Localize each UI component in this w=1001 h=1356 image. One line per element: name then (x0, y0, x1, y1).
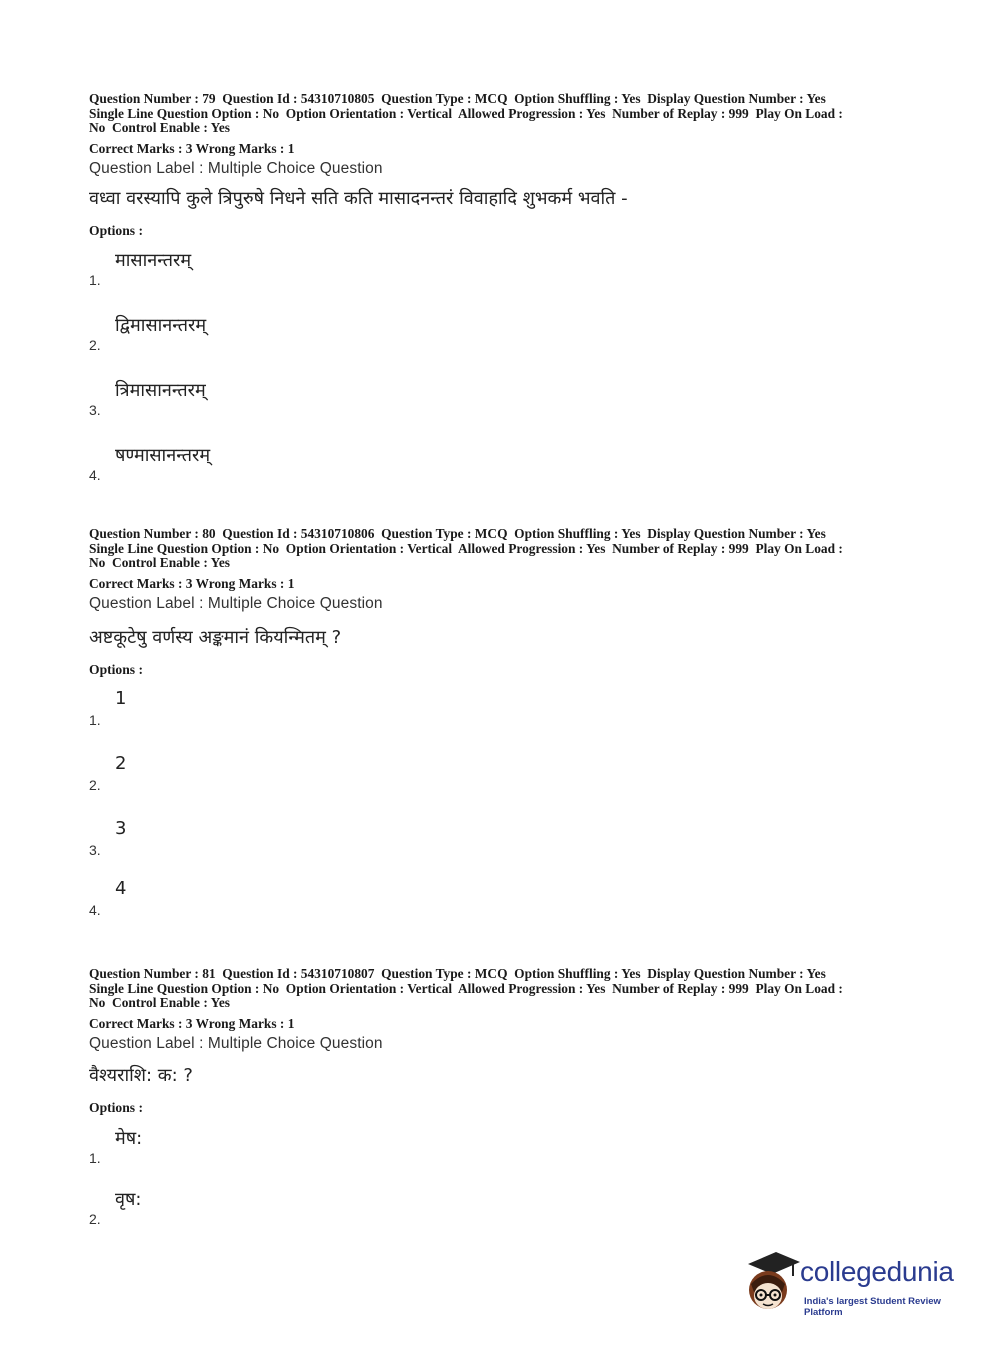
option-number: 1. (89, 712, 101, 728)
option-text: वृष: (115, 1189, 142, 1210)
option-text: मेष: (115, 1128, 143, 1149)
option-text: षण्मासानन्तरम् (115, 445, 211, 466)
question-meta: Question Number : 80 Question Id : 54310710806 Question Type : MCQ Option Shuffling : Yes Display Question Number : Yes Single Line Question Option : No Option Orientation : Vertical Allowed Progression : Yes Number of Replay : 999 Play On Load : No Control Enable : Yes (89, 526, 843, 570)
option-text: 1 (115, 688, 127, 709)
question-label: Question Label : Multiple Choice Question (89, 159, 383, 177)
option-number: 1. (89, 1150, 101, 1166)
option-text: द्विमासानन्तरम् (115, 315, 207, 336)
option-text: 3 (115, 818, 127, 839)
question-marks: Correct Marks : 3 Wrong Marks : 1 (89, 140, 295, 156)
question-text: वध्वा वरस्यापि कुले त्रिपुरुषे निधने सति कति मासादनन्तरं विवाहादि शुभकर्म भवति - (89, 187, 628, 209)
option-number: 4. (89, 467, 101, 483)
collegedunia-logo (742, 1250, 972, 1322)
option-number: 2. (89, 777, 101, 793)
options-heading: Options : (89, 1099, 144, 1115)
question-marks: Correct Marks : 3 Wrong Marks : 1 (89, 1015, 295, 1031)
option-text: 4 (115, 878, 127, 899)
option-number: 4. (89, 902, 101, 918)
question-meta: Question Number : 81 Question Id : 54310710807 Question Type : MCQ Option Shuffling : Yes Display Question Number : Yes Single Line Question Option : No Option Orientation : Vertical Allowed Progression : Yes Number of Replay : 999 Play On Load : No Control Enable : Yes (89, 966, 843, 1010)
option-number: 2. (89, 337, 101, 353)
question-label: Question Label : Multiple Choice Question (89, 594, 383, 612)
options-heading: Options : (89, 222, 144, 238)
logo-wordmark: collegedunia (800, 1256, 954, 1287)
logo-tagline: India's largest Student Review Platform (804, 1296, 941, 1318)
options-heading: Options : (89, 661, 144, 677)
question-label: Question Label : Multiple Choice Question (89, 1034, 383, 1052)
option-text: त्रिमासानन्तरम् (115, 380, 206, 401)
question-text: वैश्यराशि: क: ? (89, 1064, 193, 1086)
option-number: 3. (89, 842, 101, 858)
question-meta: Question Number : 79 Question Id : 54310710805 Question Type : MCQ Option Shuffling : Yes Display Question Number : Yes Single Line Question Option : No Option Orientation : Vertical Allowed Progression : Yes Number of Replay : 999 Play On Load : No Control Enable : Yes (89, 91, 843, 135)
option-text: 2 (115, 753, 127, 774)
question-80 (89, 527, 919, 678)
question-marks: Correct Marks : 3 Wrong Marks : 1 (89, 575, 295, 591)
option-number: 1. (89, 272, 101, 288)
option-number: 2. (89, 1211, 101, 1227)
option-text: मासानन्तरम् (115, 250, 192, 271)
mascot-icon (742, 1250, 800, 1318)
option-number: 3. (89, 402, 101, 418)
question-79 (89, 92, 919, 239)
question-81 (89, 967, 919, 1116)
question-text: अष्टकूटेषु वर्णस्य अङ्कमानं कियन्मितम् ? (89, 626, 342, 648)
